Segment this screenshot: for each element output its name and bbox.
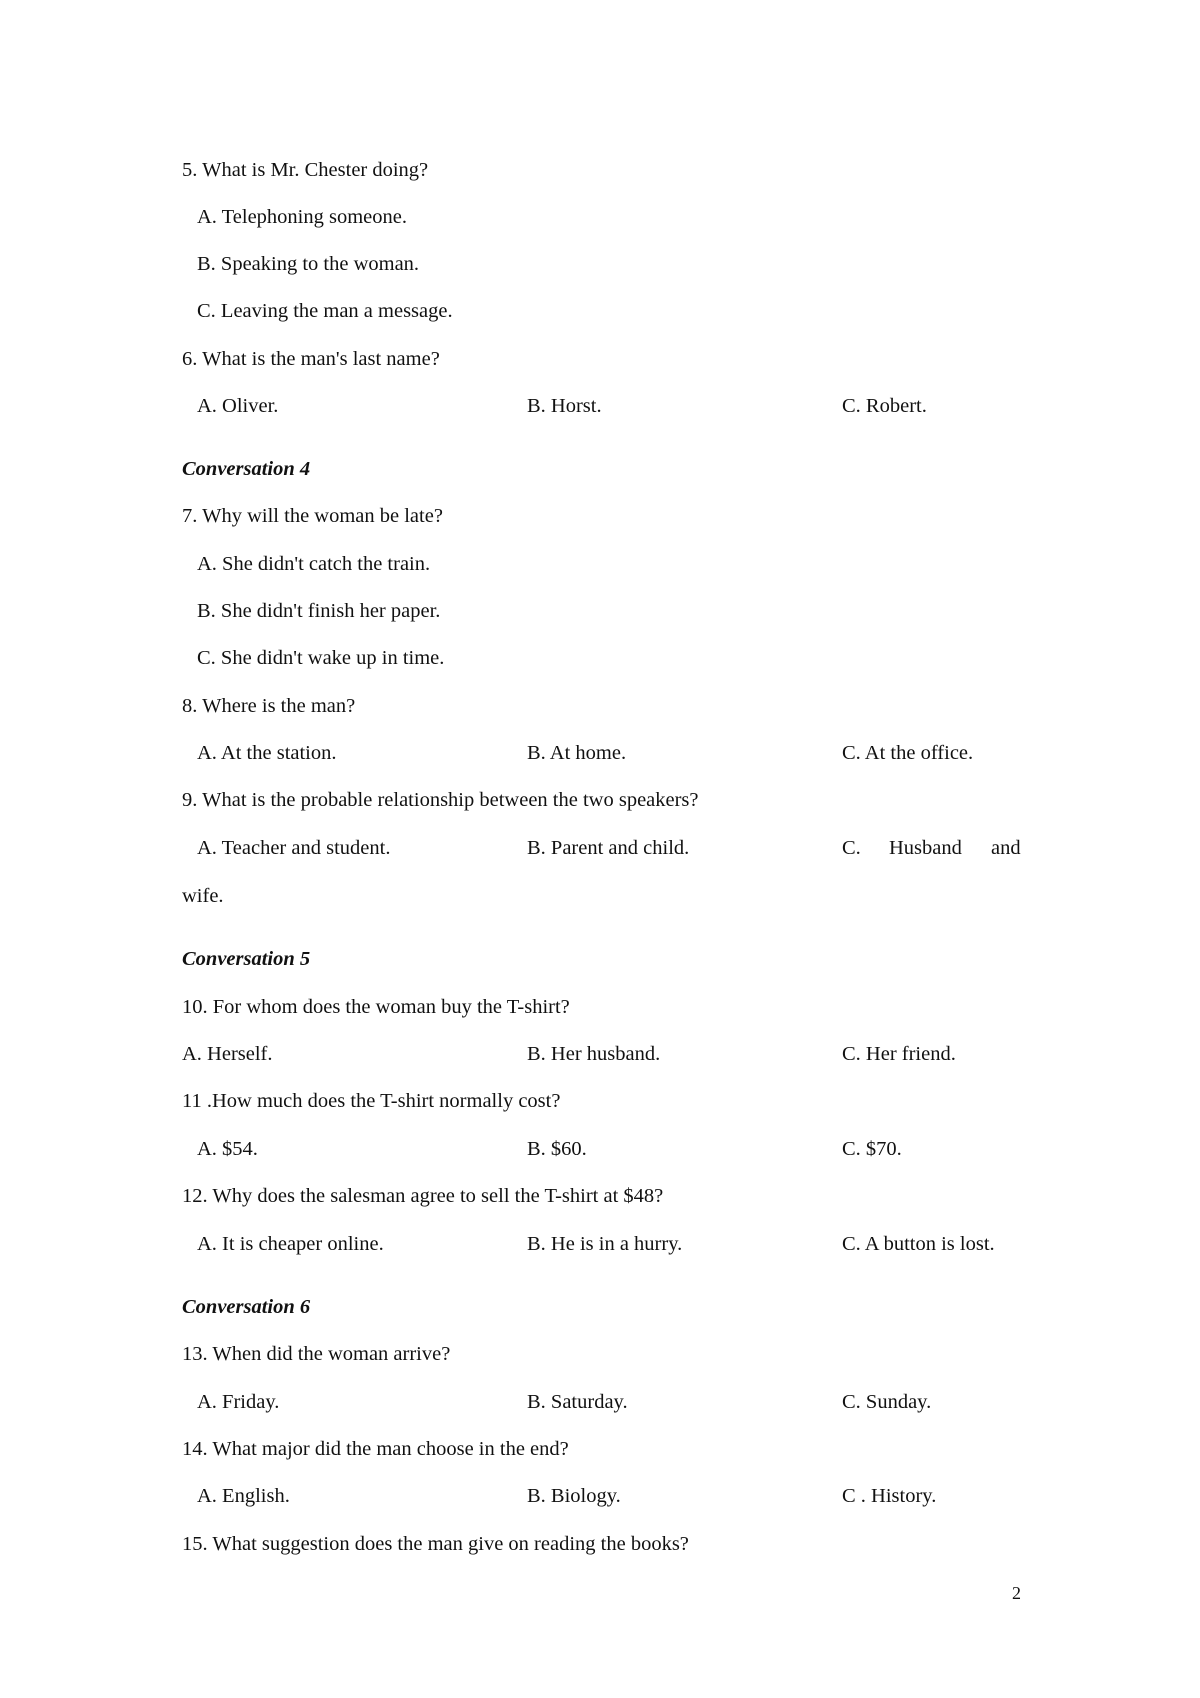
q11-option-c: C. $70. bbox=[842, 1138, 902, 1160]
q13-option-b: B. Saturday. bbox=[527, 1391, 628, 1413]
q6-question: 6. What is the man's last name? bbox=[182, 348, 440, 370]
q12-option-b: B. He is in a hurry. bbox=[527, 1233, 683, 1255]
q14-option-c: C . History. bbox=[842, 1485, 937, 1507]
q5-option-b: B. Speaking to the woman. bbox=[197, 253, 420, 275]
q9-option-c-word2: and bbox=[991, 837, 1021, 859]
q8-option-a: A. At the station. bbox=[197, 742, 337, 764]
q13-option-a: A. Friday. bbox=[197, 1391, 280, 1413]
q13-question: 13. When did the woman arrive? bbox=[182, 1343, 451, 1365]
q9-option-b: B. Parent and child. bbox=[527, 837, 690, 859]
q6-option-b: B. Horst. bbox=[527, 395, 602, 417]
q13-option-c: C. Sunday. bbox=[842, 1391, 932, 1413]
q7-option-a: A. She didn't catch the train. bbox=[197, 553, 431, 575]
q14-option-b: B. Biology. bbox=[527, 1485, 621, 1507]
q14-option-a: A. English. bbox=[197, 1485, 290, 1507]
q15-question: 15. What suggestion does the man give on reading the books? bbox=[182, 1533, 689, 1555]
q14-question: 14. What major did the man choose in the end? bbox=[182, 1438, 569, 1460]
conversation-6-heading: Conversation 6 bbox=[182, 1296, 311, 1318]
q9-option-c-word1: Husband bbox=[889, 837, 962, 859]
q9-option-c-letter: C. bbox=[842, 837, 861, 859]
q8-option-c: C. At the office. bbox=[842, 742, 974, 764]
q11-option-b: B. $60. bbox=[527, 1138, 587, 1160]
q10-question: 10. For whom does the woman buy the T-shirt? bbox=[182, 996, 570, 1018]
conversation-4-heading: Conversation 4 bbox=[182, 458, 311, 480]
q10-option-c: C. Her friend. bbox=[842, 1043, 956, 1065]
q12-option-a: A. It is cheaper online. bbox=[197, 1233, 384, 1255]
q6-option-c: C. Robert. bbox=[842, 395, 927, 417]
q12-question: 12. Why does the salesman agree to sell the T-shirt at $48? bbox=[182, 1185, 664, 1207]
q5-question: 5. What is Mr. Chester doing? bbox=[182, 159, 429, 181]
q11-question: 11 .How much does the T-shirt normally cost? bbox=[182, 1090, 561, 1112]
conversation-5-heading: Conversation 5 bbox=[182, 948, 311, 970]
q10-option-b: B. Her husband. bbox=[527, 1043, 661, 1065]
q11-option-a: A. $54. bbox=[197, 1138, 258, 1160]
q5-option-c: C. Leaving the man a message. bbox=[197, 300, 453, 322]
q5-option-a: A. Telephoning someone. bbox=[197, 206, 407, 228]
q7-option-c: C. She didn't wake up in time. bbox=[197, 647, 445, 669]
q9-option-c-wrap: wife. bbox=[182, 885, 224, 907]
q12-option-c: C. A button is lost. bbox=[842, 1233, 995, 1255]
q9-option-a: A. Teacher and student. bbox=[197, 837, 391, 859]
q8-question: 8. Where is the man? bbox=[182, 695, 356, 717]
q9-question: 9. What is the probable relationship between the two speakers? bbox=[182, 789, 699, 811]
q6-option-a: A. Oliver. bbox=[197, 395, 279, 417]
page-number: 2 bbox=[1012, 1583, 1021, 1603]
q7-question: 7. Why will the woman be late? bbox=[182, 505, 443, 527]
q7-option-b: B. She didn't finish her paper. bbox=[197, 600, 441, 622]
q8-option-b: B. At home. bbox=[527, 742, 627, 764]
q10-option-a: A. Herself. bbox=[182, 1043, 273, 1065]
